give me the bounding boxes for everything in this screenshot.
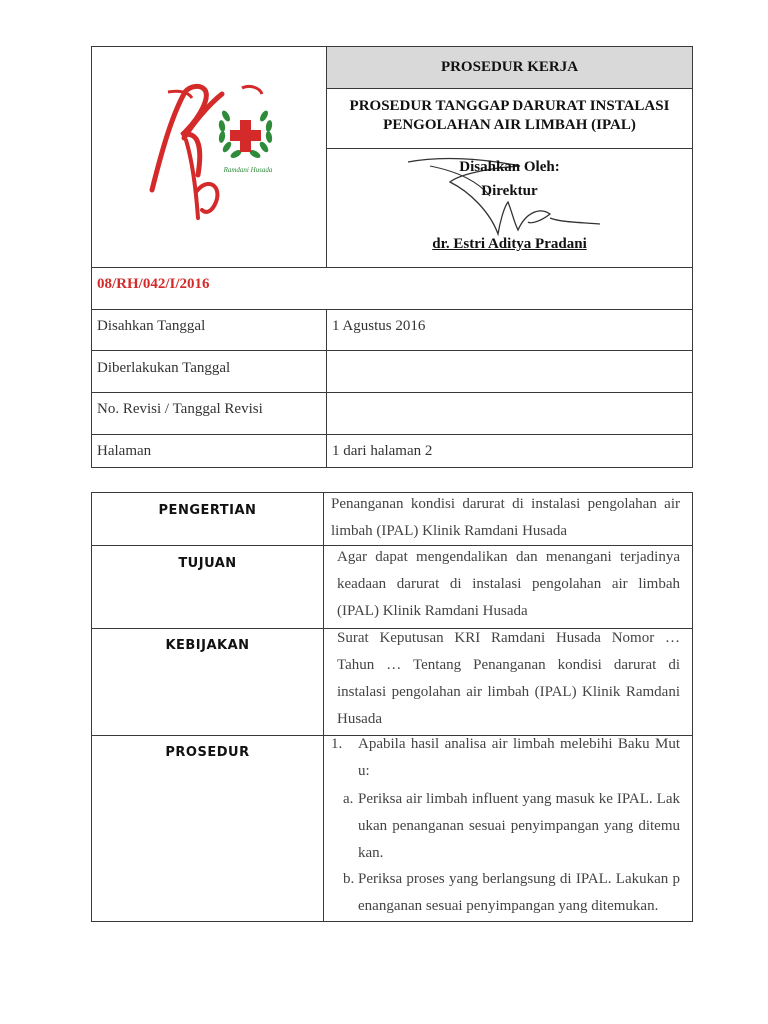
section-text-pengertian: Penanganan kondisi darurat di instalasi pengolahan air limbah (IPAL) Klinik Ramdani Husada (331, 496, 680, 539)
prosedur-item-a-marker: a. (343, 791, 354, 807)
prosedur-item-1-line2: u: (358, 763, 370, 779)
prosedur-item-1-line1: Apabila hasil analisa air limbah melebihi Baku Mut (358, 736, 680, 752)
prosedur-item-1-number: 1. (331, 736, 343, 752)
prosedur-item-a-line3: kan. (358, 845, 384, 861)
prosedur-item-a-line1: Periksa air limbah influent yang masuk ke IPAL. Lak (358, 791, 680, 807)
prosedur-item-b-line1: Periksa proses yang berlangsung di IPAL. Lakukan p (358, 871, 680, 887)
document-number: 08/RH/042/I/2016 (97, 276, 210, 292)
prosedur-item-b-marker: b. (343, 871, 355, 887)
approved-by-label: Disahkan Oleh: (459, 159, 560, 175)
prosedur-item-a-line2: ukan penanganan sesuai penyimpangan yang ditemu (358, 818, 680, 834)
info-label-approved-date: Disahkan Tanggal (97, 318, 206, 334)
info-label-page: Halaman (97, 443, 152, 459)
section-label-pengertian: PENGERTIAN (158, 503, 257, 518)
logo-caption: Ramdani Husada (223, 166, 273, 174)
info-value-approved-date: 1 Agustus 2016 (332, 318, 426, 334)
info-label-effective-date: Diberlakukan Tanggal (97, 360, 231, 376)
signatory-position: Direktur (481, 183, 538, 199)
section-text-tujuan: Agar dapat mengendalikan dan menangani terjadinya keadaan darurat di instalasi pengolahan air limbah (IPAL) Klinik Ramdani Husada (337, 549, 680, 619)
document-title-line1: PROSEDUR TANGGAP DARURAT INSTALASI (349, 98, 670, 114)
section-label-kebijakan: KEBIJAKAN (165, 638, 250, 653)
info-label-revision: No. Revisi / Tanggal Revisi (97, 401, 263, 417)
section-text-kebijakan: Surat Keputusan KRI Ramdani Husada Nomor … Tahun … Tentang Penanganan kondisi darurat di instalasi pengolahan air limbah (IPAL) Klinik Ramdani Husada (337, 630, 680, 727)
signatory-name: dr. Estri Aditya Pradani (432, 236, 587, 252)
document-title-line2: PENGOLAHAN AIR LIMBAH (IPAL) (383, 117, 636, 133)
clinic-logo (130, 80, 290, 225)
document-type-label: PROSEDUR KERJA (440, 59, 579, 75)
prosedur-item-b-line2: enanganan sesuai penyimpangan yang ditemukan. (358, 898, 659, 914)
section-label-prosedur: PROSEDUR (165, 745, 250, 760)
info-value-page: 1 dari halaman 2 (332, 443, 433, 459)
section-label-tujuan: TUJUAN (178, 556, 237, 571)
